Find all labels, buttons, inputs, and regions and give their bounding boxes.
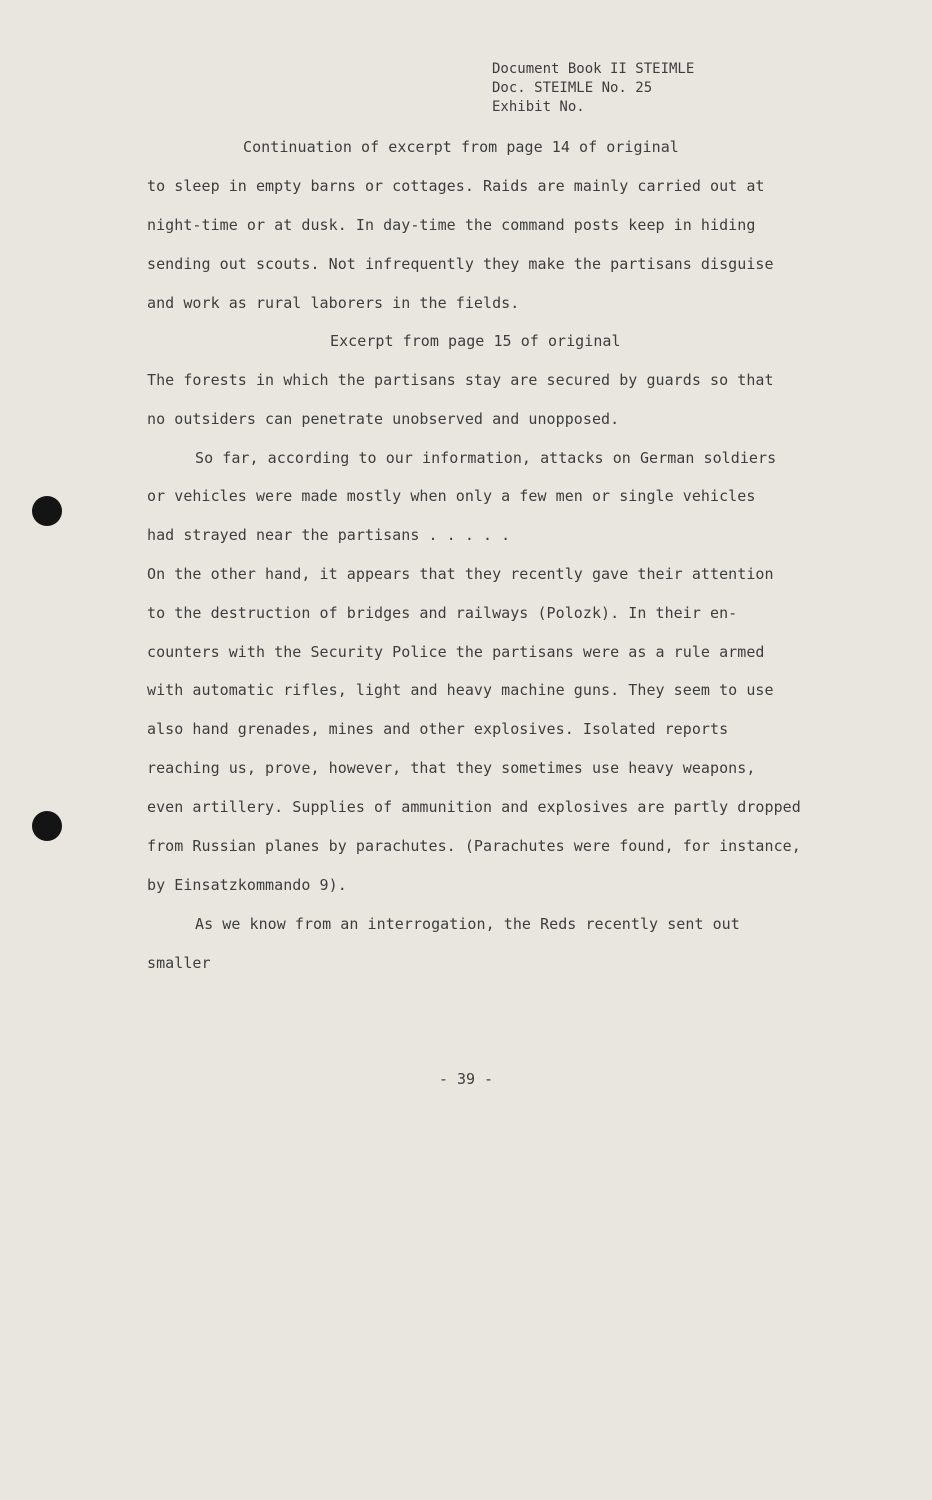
- text-line: also hand grenades, mines and other explosives. Isolated reports: [147, 720, 729, 738]
- section-heading: Excerpt from page 15 of original: [330, 332, 621, 350]
- text-line: to the destruction of bridges and railways (Polozk). In their en-: [147, 604, 738, 622]
- text-line: As we know from an interrogation, the Reds recently sent out: [195, 915, 740, 933]
- page-number: - 39 -: [438, 1070, 494, 1088]
- document-book-line: Document Book II STEIMLE: [492, 61, 695, 77]
- text-line: sending out scouts. Not infrequently they make the partisans disguise: [147, 255, 774, 273]
- text-line: The forests in which the partisans stay are secured by guards so that: [147, 371, 774, 389]
- text-line: On the other hand, it appears that they recently gave their attention: [147, 565, 774, 583]
- text-line: smaller: [147, 954, 211, 972]
- text-line: to sleep in empty barns or cottages. Raids are mainly carried out at: [147, 177, 765, 195]
- text-line: So far, according to our information, attacks on German soldiers: [195, 449, 777, 467]
- text-line: from Russian planes by parachutes. (Parachutes were found, for instance,: [147, 837, 801, 855]
- text-line: by Einsatzkommando 9).: [147, 876, 347, 894]
- text-line: reaching us, prove, however, that they sometimes use heavy weapons,: [147, 759, 756, 777]
- section-heading: Continuation of excerpt from page 14 of original: [243, 138, 679, 156]
- exhibit-number-line: Exhibit No.: [492, 99, 585, 115]
- doc-number-line: Doc. STEIMLE No. 25: [492, 80, 653, 96]
- text-line: or vehicles were made mostly when only a few men or single vehicles: [147, 487, 756, 505]
- text-line: had strayed near the partisans . . . . .: [147, 526, 511, 544]
- text-line: with automatic rifles, light and heavy machine guns. They seem to use: [147, 681, 774, 699]
- text-line: no outsiders can penetrate unobserved and unopposed.: [147, 410, 620, 428]
- text-line: night-time or at dusk. In day-time the command posts keep in hiding: [147, 216, 756, 234]
- punch-hole: [32, 811, 62, 841]
- text-line: and work as rural laborers in the fields.: [147, 294, 520, 312]
- punch-hole: [32, 496, 62, 526]
- document-header: [492, 60, 694, 117]
- text-line: counters with the Security Police the partisans were as a rule armed: [147, 643, 765, 661]
- text-line: even artillery. Supplies of ammunition and explosives are partly dropped: [147, 798, 801, 816]
